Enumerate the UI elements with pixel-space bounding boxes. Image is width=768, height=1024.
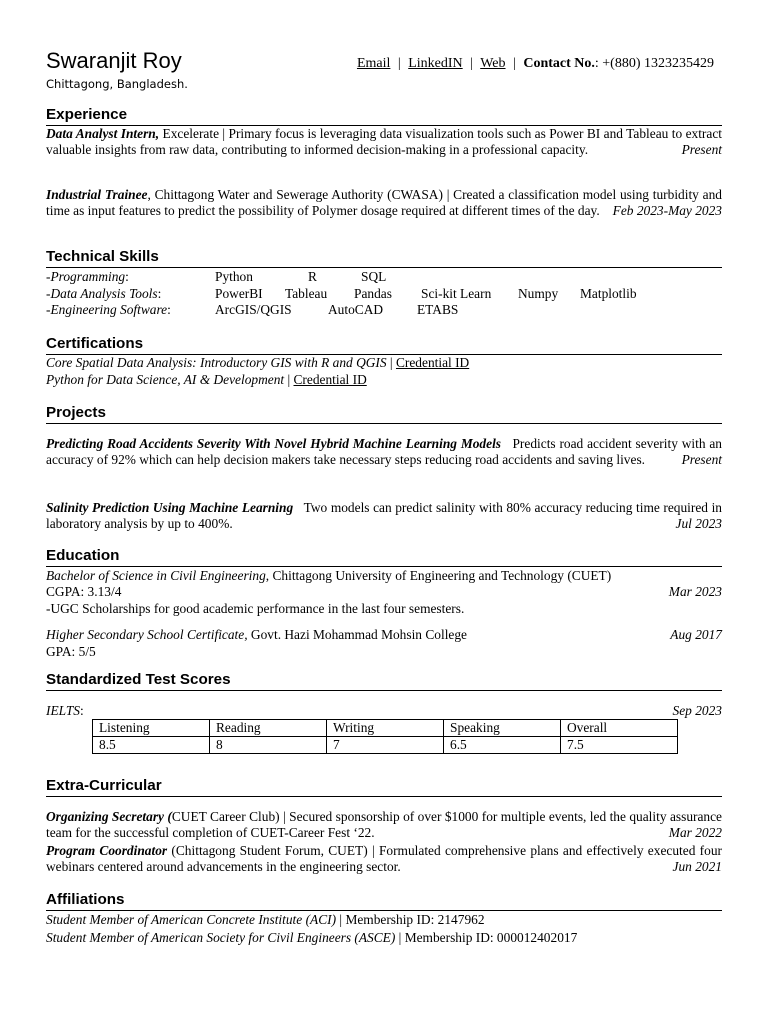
- job-title: Industrial Trainee: [46, 187, 148, 202]
- hsc-line: [46, 627, 722, 643]
- hsc-title: Higher Secondary School Certificate,: [46, 627, 248, 642]
- membership-id: | Membership ID: 2147962: [336, 912, 485, 927]
- table-header-cell: Reading: [210, 720, 327, 737]
- table-header-cell: Listening: [93, 720, 210, 737]
- skill-item: R: [308, 269, 317, 284]
- credential-link[interactable]: Credential ID: [395, 355, 470, 370]
- degree-note: -UGC Scholarships for good academic performance in the last four semesters.: [46, 601, 465, 616]
- table-header-cell: Overall: [561, 720, 678, 737]
- candidate-name: Swaranjit Roy: [46, 48, 182, 73]
- project-item: [46, 436, 726, 468]
- affiliation-title: Student Member of American Concrete Institute (ACI): [46, 912, 337, 927]
- skill-item: PowerBI: [215, 286, 263, 301]
- skill-label: -Data Analysis Tools: [46, 286, 158, 301]
- cert-title: Python for Data Science, AI & Development: [46, 372, 285, 387]
- email-link[interactable]: Email: [356, 56, 391, 71]
- project-item: [46, 500, 726, 532]
- project-title: Predicting Road Accidents Severity With Novel Hybrid Machine Learning Models: [46, 436, 501, 451]
- table-header-cell: Writing: [327, 720, 444, 737]
- job-description: Excelerate | Primary focus is leveraging data visualization tools such as Power BI and Tableau to extract valuable insights from raw data, contributing to informed decision-making in a professional capacity.: [46, 126, 722, 158]
- section-technical-skills: Technical Skills: [46, 248, 722, 268]
- degree-line: [46, 568, 722, 584]
- skill-row: -Data Analysis Tools: PowerBI Tableau Pandas Sci-kit Learn Numpy Matplotlib: [46, 286, 637, 301]
- activity-item: [46, 843, 722, 875]
- section-projects: Projects: [46, 404, 722, 424]
- table-row: [93, 737, 678, 754]
- degree-school: , Chittagong University of Engineering and Technology (CUET): [265, 568, 612, 583]
- test-name: IELTS: [46, 703, 80, 718]
- table-header-cell: Speaking: [444, 720, 561, 737]
- degree-title: Bachelor of Science in Civil Engineering: [46, 568, 266, 583]
- affiliation-item: [46, 930, 722, 946]
- membership-id: | Membership ID: 000012402017: [395, 930, 578, 945]
- separator: |: [386, 355, 396, 370]
- activity-title: Program Coordinator: [46, 843, 168, 858]
- skill-item: Numpy: [518, 286, 559, 301]
- skill-item: Sci-kit Learn: [421, 286, 492, 301]
- test-date: Sep 2023: [672, 703, 722, 718]
- skill-label: -Programming: [46, 269, 126, 284]
- section-certifications: Certifications: [46, 335, 722, 355]
- experience-item: [46, 187, 722, 219]
- job-date: Present: [681, 142, 722, 158]
- job-description: , Chittagong Water and Sewerage Authority (CWASA) | Created a classification model using turbidity and time as input features to predict the possibility of Polymer dosage required at different times of the day.: [46, 187, 722, 219]
- degree-date: Mar 2023: [668, 584, 722, 599]
- skill-item: Matplotlib: [580, 286, 637, 301]
- project-description: Predicts road accident severity with an accuracy of 92% which can help decision makers take necessary steps reducing road accidents and saving lives.: [46, 436, 726, 468]
- skill-item: AutoCAD: [328, 302, 384, 317]
- project-description: Two models can predict salinity with 80% accuracy reducing time required in laboratory analysis by up to 400%.: [46, 500, 726, 532]
- activity-description: (Chittagong Student Forum, CUET) | Formulated comprehensive plans and effectively executed four webinars centered around advancements in the engineering sector.: [46, 843, 722, 875]
- skill-label: -Engineering Software: [46, 302, 168, 317]
- hsc-school: Govt. Hazi Mohammad Mohsin College: [247, 627, 467, 642]
- degree-cgpa-line: [46, 584, 722, 600]
- separator: |: [284, 372, 294, 387]
- hsc-gpa: GPA: 5/5: [46, 644, 96, 659]
- skill-row: -Engineering Software: ArcGIS/QGIS AutoCAD ETABS: [46, 302, 459, 317]
- degree-cgpa: CGPA: 3.13/4: [46, 584, 122, 599]
- section-affiliations: Affiliations: [46, 891, 722, 911]
- section-experience: Experience: [46, 106, 722, 126]
- test-line: IELTS: Sep 2023: [46, 703, 722, 718]
- skill-item: ETABS: [417, 302, 459, 317]
- activity-date: Jun 2021: [672, 859, 722, 875]
- job-title: Data Analyst Intern,: [46, 126, 160, 141]
- section-test-scores: Standardized Test Scores: [46, 671, 722, 691]
- affiliation-title: Student Member of American Society for Civil Engineers (ASCE): [46, 930, 396, 945]
- activity-item: [46, 809, 722, 841]
- contact-number: : +(880) 1323235429: [594, 56, 714, 71]
- section-extra-curricular: Extra-Curricular: [46, 777, 722, 797]
- activity-title: Organizing Secretary (: [46, 809, 172, 824]
- skill-item: ArcGIS/QGIS: [215, 302, 292, 317]
- activity-date: Mar 2022: [668, 825, 722, 841]
- separator: |: [397, 56, 401, 71]
- table-cell: 7: [327, 737, 444, 754]
- skill-item: Pandas: [354, 286, 392, 301]
- credential-link[interactable]: Credential ID: [293, 372, 367, 387]
- project-date: Jul 2023: [675, 516, 722, 532]
- web-link[interactable]: Web: [480, 56, 506, 71]
- table-cell: 8: [210, 737, 327, 754]
- project-date: Present: [681, 452, 722, 468]
- skill-item: SQL: [361, 269, 387, 284]
- linkedin-link[interactable]: LinkedIN: [408, 56, 463, 71]
- skill-item: Tableau: [285, 286, 328, 301]
- project-title: Salinity Prediction Using Machine Learning: [46, 500, 294, 515]
- separator: |: [470, 56, 473, 71]
- skill-item: Python: [215, 269, 253, 284]
- contact-line: [357, 56, 714, 72]
- affiliation-item: [46, 912, 722, 928]
- skill-row: -Programming: Python R SQL: [46, 269, 387, 284]
- candidate-location: Chittagong, Bangladesh.: [46, 77, 188, 91]
- job-date: Feb 2023-May 2023: [612, 203, 722, 219]
- separator: |: [513, 56, 516, 71]
- hsc-date: Aug 2017: [670, 627, 722, 642]
- certification-item: [46, 355, 722, 371]
- table-cell: 6.5: [444, 737, 561, 754]
- experience-item: [46, 126, 722, 158]
- activity-description: CUET Career Club) | Secured sponsorship of over $1000 for multiple events, led the quality assurance team for the successful completion of CUET-Career Fest ‘22.: [46, 809, 722, 841]
- section-education: Education: [46, 547, 722, 567]
- table-cell: 7.5: [561, 737, 678, 754]
- table-cell: 8.5: [93, 737, 210, 754]
- cert-title: Core Spatial Data Analysis: Introductory GIS with R and QGIS: [46, 355, 387, 370]
- table-header-row: [93, 720, 678, 737]
- contact-label: Contact No.: [523, 56, 595, 71]
- certification-item: [46, 372, 722, 388]
- ielts-score-table: [92, 719, 678, 754]
